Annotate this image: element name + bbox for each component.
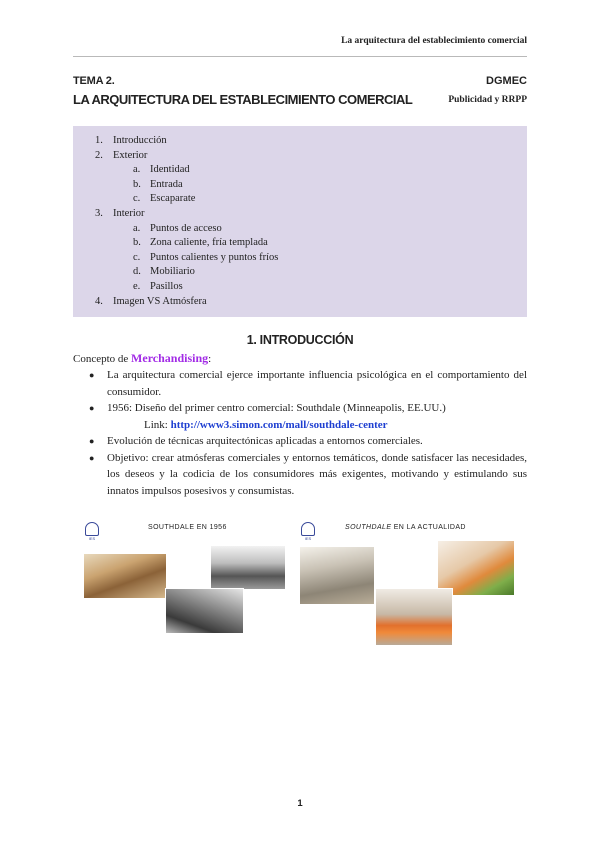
toc-item: 3. Interior	[95, 207, 145, 219]
toc-item: 1. Introducción	[95, 135, 167, 146]
panel-title-1956: SOUTHDALE EN 1956	[148, 524, 227, 531]
toc-subitem: e. Pasillos	[133, 280, 183, 292]
photo-today-atrium	[299, 546, 375, 605]
toc-subitem: b. Entrada	[133, 178, 183, 190]
section-heading: 1. INTRODUCCIÓN	[246, 333, 354, 347]
document-title: LA ARQUITECTURA DEL ESTABLECIMIENTO COMERCIAL	[73, 92, 413, 107]
table-of-contents	[73, 126, 527, 317]
photo-today-orange-sofa	[375, 588, 453, 646]
southdale-today-collage	[297, 518, 519, 648]
school-logo-icon: IES	[85, 522, 99, 544]
concept-line: Concepto de Merchandising:	[73, 351, 212, 365]
photo-1956-interior-color	[83, 553, 167, 599]
tema-label: TEMA 2.	[73, 75, 115, 87]
running-header: La arquitectura del establecimiento comercial	[341, 36, 527, 46]
panel-title-today: SOUTHDALE EN LA ACTUALIDAD	[345, 524, 466, 531]
toc-subitem: c. Escaparate	[133, 193, 196, 205]
link-line: Link: http://www3.simon.com/mall/southdale-center	[144, 418, 388, 431]
intro-bullet-list	[89, 367, 527, 499]
merchandising-term: Merchandising	[131, 351, 209, 365]
photo-1956-interior-bw	[165, 588, 244, 634]
subject-label: Publicidad y RRPP	[448, 95, 527, 105]
page-number: 1	[297, 798, 303, 809]
department-label: DGMEC	[486, 75, 527, 87]
toc-item: 2. Exterior	[95, 149, 148, 161]
list-item: ● Evolución de técnicas arquitectónicas aplicadas a entornos comerciales.	[89, 435, 423, 447]
list-item: ● Objetivo: crear atmósferas comerciales y entornos temáticos, donde satisfacer las necesidades, los deseos y la codicia de los consumidores más exigentes, motivando y estimulando sus innatos impulsos posesivos y consumistas.	[89, 451, 527, 497]
toc-item: 4. Imagen VS Atmósfera	[95, 295, 207, 307]
toc-subitem: a. Identidad	[133, 164, 190, 176]
southdale-link[interactable]: http://www3.simon.com/mall/southdale-center	[170, 418, 388, 431]
toc-subitem: a. Puntos de acceso	[133, 222, 222, 234]
toc-subitem: d. Mobiliario	[133, 266, 195, 278]
list-item: ● La arquitectura comercial ejerce importante influencia psicológica en el comportamiento del consumidor.	[89, 369, 527, 398]
toc-subitem: c. Puntos calientes y puntos fríos	[133, 251, 279, 263]
school-logo-icon: IES	[301, 522, 315, 544]
southdale-1956-collage	[80, 518, 290, 638]
toc-subitem: b. Zona caliente, fría templada	[133, 237, 268, 249]
list-item: ● 1956: Diseño del primer centro comercial: Southdale (Minneapolis, EE.UU.)	[89, 402, 446, 414]
photo-1956-mall-bw	[210, 545, 286, 590]
header-rule	[73, 56, 527, 57]
